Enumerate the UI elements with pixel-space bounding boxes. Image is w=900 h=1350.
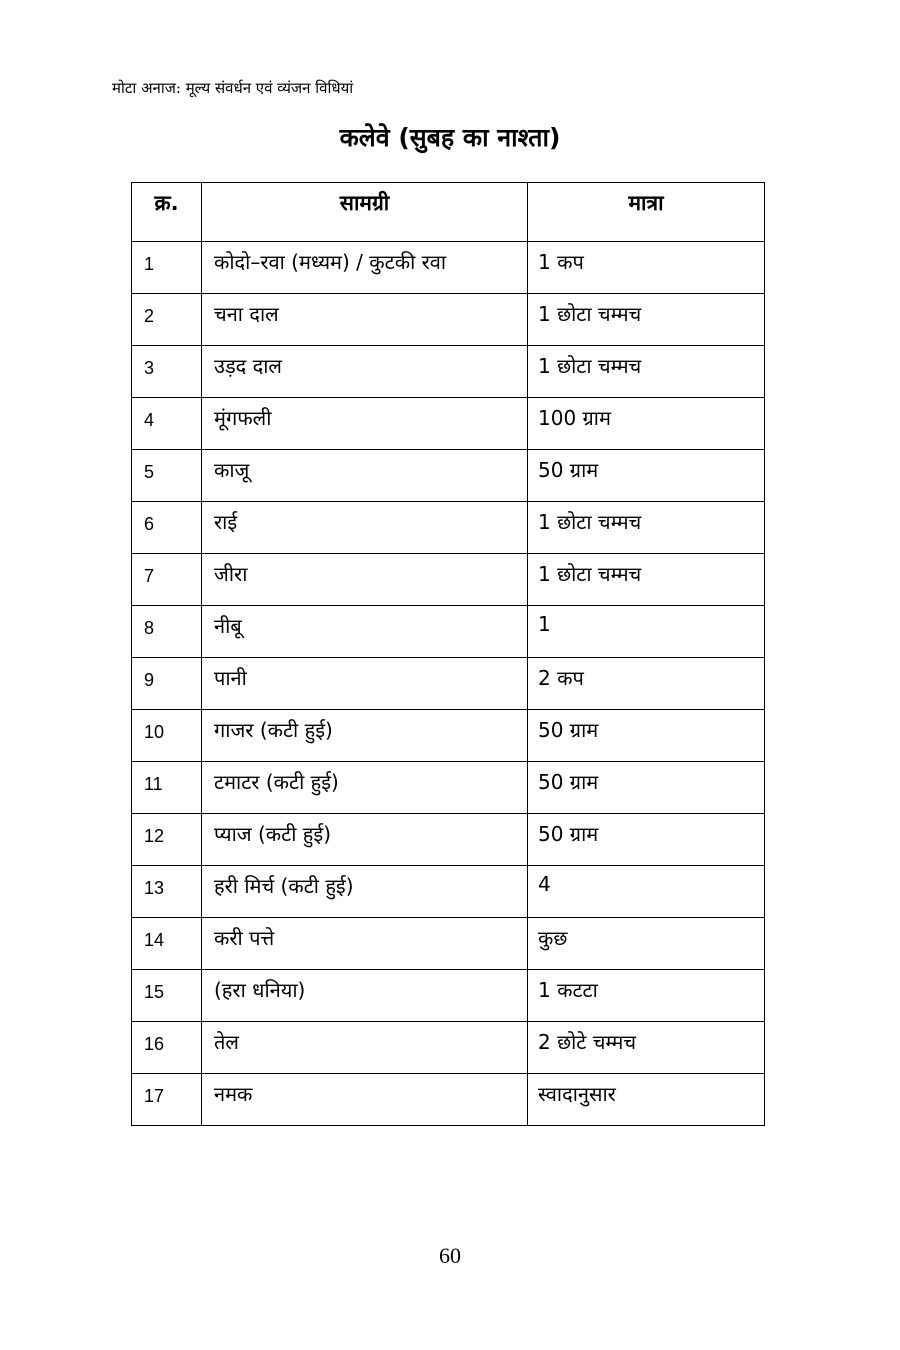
- table-row: [132, 918, 765, 970]
- serial-cell: 1: [132, 242, 202, 294]
- ingredient-cell: चना दाल: [202, 294, 528, 346]
- quantity-cell: 1 कप: [528, 242, 765, 294]
- quantity-cell: 50 ग्राम: [528, 450, 765, 502]
- quantity-cell: 2 छोटे चम्मच: [528, 1022, 765, 1074]
- quantity-cell: कुछ: [528, 918, 765, 970]
- serial-cell: 3: [132, 346, 202, 398]
- table-header-row: [132, 183, 765, 242]
- table-row: [132, 1022, 765, 1074]
- table-row: [132, 242, 765, 294]
- ingredient-cell: राई: [202, 502, 528, 554]
- page-title: कलेवे (सुबह का नाश्ता): [339, 123, 561, 152]
- ingredient-cell: नीबू: [202, 606, 528, 658]
- quantity-cell: 1 छोटा चम्मच: [528, 294, 765, 346]
- ingredient-cell: कोदो–रवा (मध्यम) / कुटकी रवा: [202, 242, 528, 294]
- header-serial: क्र.: [132, 183, 202, 242]
- serial-cell: 14: [132, 918, 202, 970]
- ingredient-cell: नमक: [202, 1074, 528, 1126]
- serial-cell: 16: [132, 1022, 202, 1074]
- serial-cell: 15: [132, 970, 202, 1022]
- ingredient-cell: जीरा: [202, 554, 528, 606]
- serial-cell: 12: [132, 814, 202, 866]
- table-row: [132, 866, 765, 918]
- table-row: [132, 814, 765, 866]
- quantity-cell: 1 कटटा: [528, 970, 765, 1022]
- serial-cell: 17: [132, 1074, 202, 1126]
- serial-cell: 5: [132, 450, 202, 502]
- table-row: [132, 398, 765, 450]
- serial-cell: 2: [132, 294, 202, 346]
- quantity-cell: 50 ग्राम: [528, 762, 765, 814]
- serial-cell: 7: [132, 554, 202, 606]
- serial-cell: 4: [132, 398, 202, 450]
- header-ingredient: सामग्री: [202, 183, 528, 242]
- serial-cell: 9: [132, 658, 202, 710]
- ingredient-cell: टमाटर (कटी हुई): [202, 762, 528, 814]
- table-row: [132, 970, 765, 1022]
- table-row: [132, 658, 765, 710]
- table-row: [132, 346, 765, 398]
- quantity-cell: 2 कप: [528, 658, 765, 710]
- table-row: [132, 762, 765, 814]
- ingredient-cell: (हरा धनिया): [202, 970, 528, 1022]
- quantity-cell: 1 छोटा चम्मच: [528, 502, 765, 554]
- ingredient-cell: पानी: [202, 658, 528, 710]
- table-row: [132, 606, 765, 658]
- ingredient-cell: काजू: [202, 450, 528, 502]
- quantity-cell: स्वादानुसार: [528, 1074, 765, 1126]
- table-row: [132, 1074, 765, 1126]
- serial-cell: 6: [132, 502, 202, 554]
- ingredient-cell: प्याज (कटी हुई): [202, 814, 528, 866]
- ingredient-cell: करी पत्ते: [202, 918, 528, 970]
- table-row: [132, 710, 765, 762]
- running-header: मोटा अनाज: मूल्य संवर्धन एवं व्यंजन विधियां: [112, 79, 354, 97]
- ingredient-cell: मूंगफली: [202, 398, 528, 450]
- table-row: [132, 554, 765, 606]
- quantity-cell: 1 छोटा चम्मच: [528, 554, 765, 606]
- table-row: [132, 294, 765, 346]
- header-quantity: मात्रा: [528, 183, 765, 242]
- quantity-cell: 1 छोटा चम्मच: [528, 346, 765, 398]
- table-row: [132, 450, 765, 502]
- quantity-cell: 4: [528, 866, 765, 918]
- serial-cell: 13: [132, 866, 202, 918]
- serial-cell: 11: [132, 762, 202, 814]
- serial-cell: 10: [132, 710, 202, 762]
- ingredient-cell: गाजर (कटी हुई): [202, 710, 528, 762]
- ingredient-cell: हरी मिर्च (कटी हुई): [202, 866, 528, 918]
- quantity-cell: 100 ग्राम: [528, 398, 765, 450]
- page-number: 60: [439, 1243, 461, 1268]
- quantity-cell: 50 ग्राम: [528, 710, 765, 762]
- ingredients-table: [131, 182, 765, 1126]
- ingredient-cell: तेल: [202, 1022, 528, 1074]
- serial-cell: 8: [132, 606, 202, 658]
- quantity-cell: 1: [528, 606, 765, 658]
- ingredient-cell: उड़द दाल: [202, 346, 528, 398]
- table-row: [132, 502, 765, 554]
- quantity-cell: 50 ग्राम: [528, 814, 765, 866]
